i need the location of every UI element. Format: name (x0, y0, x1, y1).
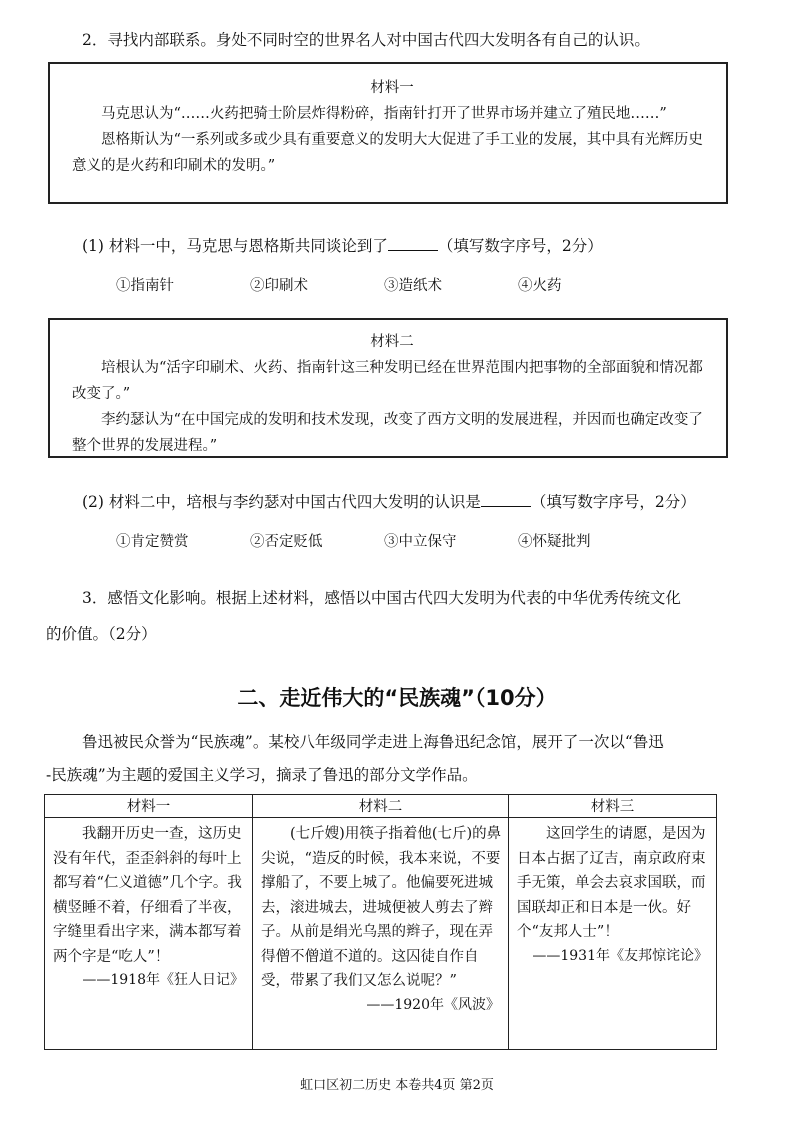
page-footer: 虹口区初二历史 本卷共4页 第2页 (300, 1078, 494, 1093)
sub-question-1-suffix: （填写数字序号，2分） (437, 237, 603, 255)
section-2-intro-line-1: 鲁迅被民众誉为“民族魂”。某校八年级同学走进上海鲁迅纪念馆，展开了一次以“鲁迅 (82, 733, 664, 751)
material-2-excerpt: (七斤嫂)用筷子指着他(七斤)的鼻尖说，“造反的时候，我本来说，不要撑船了，不要上城了。他偏要死进城去，滚进城去，进城便被人剪去了辫子。从前是绢光乌黑的辫子，现在弄得僧不僧道不道的。这囚徒自作自受，带累了我们又怎么说呢？” (261, 826, 502, 989)
material-1-excerpt: 我翻开历史一查，这历史没有年代，歪歪斜斜的每叶上都写着“仁义道德”几个字。我横竖睡不着，仔细看了半夜，字缝里看出字来，满本都写着两个字是“吃人”！ (53, 826, 242, 965)
material-1-source: ——1918年《狂人日记》 (82, 972, 244, 988)
material-2-source: ——1920年《风波》 (366, 996, 500, 1013)
question-3-line-2: 的价值。（2分） (46, 625, 157, 643)
table-header-material-1: 材料一 (45, 795, 253, 818)
answer-blank-1[interactable] (388, 236, 438, 251)
option-2-2[interactable]: ②否定贬低 (250, 534, 323, 550)
material-2-paragraph-bacon: 培根认为“活字印刷术、火药、指南针这三种发明已经在世界范围内把事物的全部面貌和情况都改变了。” (72, 360, 703, 402)
sub-question-2-suffix: （填写数字序号，2分） (530, 493, 696, 511)
material-2-paragraph-needham: 李约瑟认为“在中国完成的发明和技术发现，改变了西方文明的发展进程，并因而也确定改变了整个世界的发展进程。” (72, 412, 703, 454)
table-row (45, 818, 717, 1050)
table-header-material-3: 材料三 (509, 795, 717, 818)
sub-question-2-options (116, 530, 636, 551)
table-cell-material-1 (45, 818, 253, 1050)
table-cell-material-2 (253, 818, 509, 1050)
sub-question-2 (82, 492, 696, 512)
material-2-title: 材料二 (370, 334, 414, 350)
sub-question-2-prefix: (2) 材料二中，培根与李约瑟对中国古代四大发明的认识是 (82, 493, 481, 511)
table-cell-material-3 (509, 818, 717, 1050)
section-2-intro-line-2: -民族魂”为主题的爱国主义学习，摘录了鲁迅的部分文学作品。 (46, 766, 478, 784)
material-3-source: ——1931年《友邦惊诧论》 (532, 947, 708, 964)
sub-question-1-options (116, 274, 636, 295)
option-1-4[interactable]: ④火药 (518, 278, 562, 294)
material-1-paragraph-engels: 恩格斯认为“一系列或多或少具有重要意义的发明大大促进了手工业的发展，其中具有光辉历史意义的是火药和印刷术的发明。” (72, 132, 703, 174)
option-1-1[interactable]: ①指南针 (116, 278, 174, 294)
material-1-paragraph-marx: 马克思认为“……火药把骑士阶层炸得粉碎，指南针打开了世界市场并建立了殖民地……” (101, 106, 667, 122)
option-2-3[interactable]: ③中立保守 (384, 534, 457, 550)
material-2-box (48, 318, 728, 458)
luxun-materials-table (44, 794, 717, 1050)
option-2-4[interactable]: ④怀疑批判 (518, 534, 591, 550)
option-1-2[interactable]: ②印刷术 (250, 278, 308, 294)
table-header-material-2: 材料二 (253, 795, 509, 818)
table-header-row (45, 795, 717, 818)
sub-question-1 (82, 236, 603, 256)
sub-question-1-prefix: (1) 材料一中，马克思与恩格斯共同谈论到了 (82, 237, 388, 255)
question-2-heading: 2．寻找内部联系。身处不同时空的世界名人对中国古代四大发明各有自己的认识。 (82, 31, 650, 49)
option-2-1[interactable]: ①肯定赞赏 (116, 534, 189, 550)
material-3-excerpt: 这回学生的请愿，是因为日本占据了辽吉，南京政府束手无策，单会去哀求国联，而国联却正和日本是一伙。好个“友邦人士”！ (517, 826, 706, 940)
question-3-line-1: 3．感悟文化影响。根据上述材料，感悟以中国古代四大发明为代表的中华优秀传统文化 (82, 589, 681, 607)
answer-blank-2[interactable] (481, 492, 531, 507)
material-1-title: 材料一 (370, 80, 414, 96)
option-1-3[interactable]: ③造纸术 (384, 278, 442, 294)
section-2-title: 二、走近伟大的“民族魂”（10分） (237, 686, 557, 710)
material-1-box (48, 62, 728, 204)
